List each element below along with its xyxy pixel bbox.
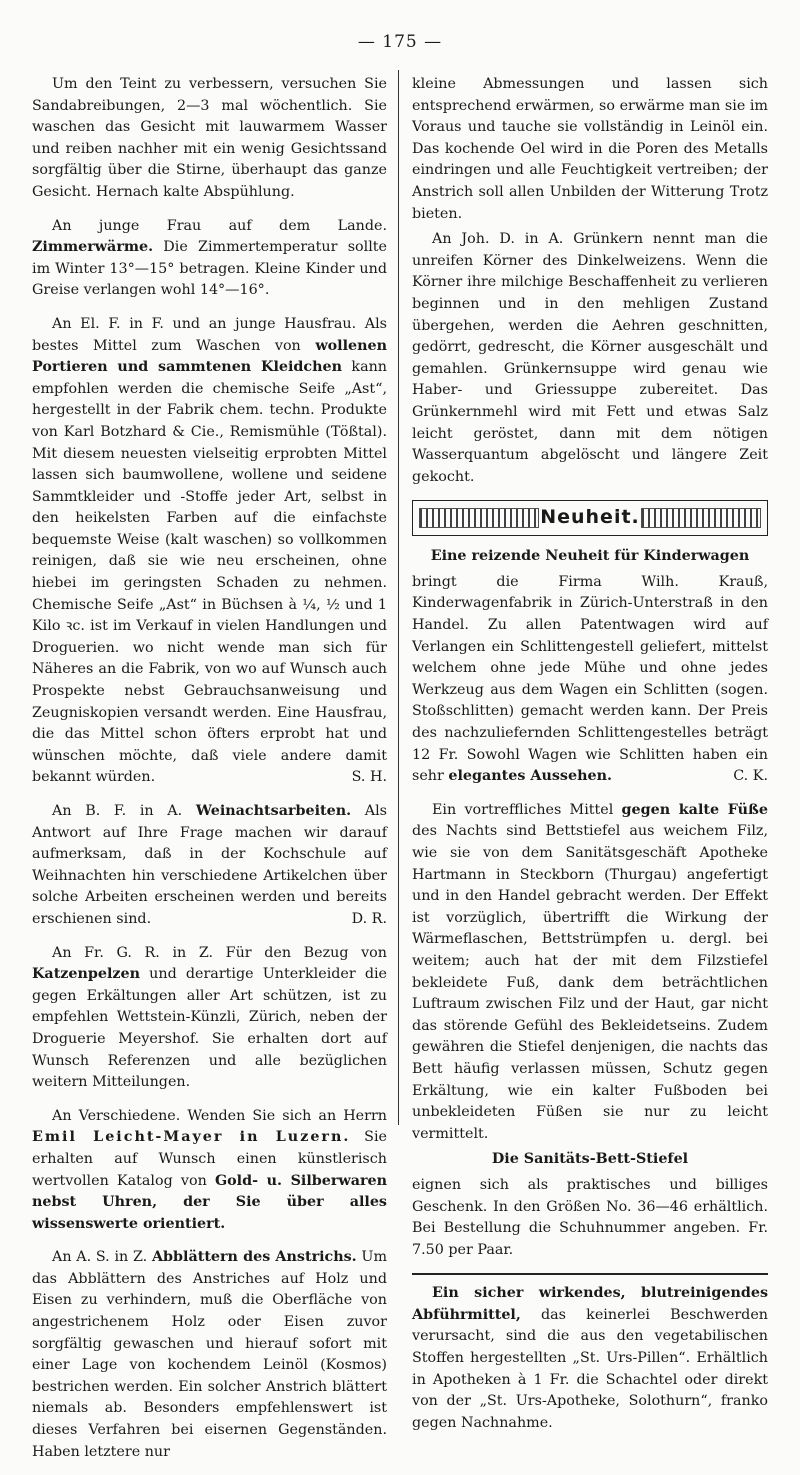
article-heading: wollenen Portieren und sammtenen Kleidchen [32,337,388,376]
page-number: — 175 — [357,32,443,52]
article-body: des Nachts sind Bettstiefel aus weichem Filz, wie sie von dem Sanitätsgeschäft Apotheke Hartmann in Steckborn (Thurgau) angefertigt und in den Handel gebracht werden. Der Effekt ist vorzüglich, übertrifft die Wirkung der Wärmeflaschen, Bettstrümpfen u. dergl. bei weitem; auch hat der mit dem Filzstiefel bekleidete Fuß, dank dem beträchtlichen Luftraum zwischen Filz und der Haut, gar nicht das störende Gefühl des Bekleidetseins. Zudem gewähren die Stiefel denjenigen, die nachts das Bett häufig verlassen müssen, Schutz gegen Erkältung, wie ein kalter Fußboden bei unbekleideten Füßen sie nur zu leicht vermittelt. [412,823,768,1142]
article-body: Um das Abblättern des Anstriches auf Holz und Eisen zu verhindern, muß die Oberfläche von angestrichenem Holz oder Eisen zuvor sorgfältig gewaschen und hierauf sofort mit einer Lage von kochendem Leinöl (Kosmos) bestrichen werden. Ein solcher Anstrich blättert niemals ab. Besonders empfehlenswert ist dieses Verfahren bei eisernen Gegenständen. Haben letztere nur [32,1249,388,1460]
right-column [412,74,768,1446]
article-body: An Verschiedene. Wenden Sie sich an Herrn [52,1107,387,1124]
signature: D. R. [351,910,387,927]
article-heading: gegen kalte Füße [621,801,768,818]
section-divider [412,1273,768,1275]
signature: C. K. [733,768,768,785]
article-teint: Um den Teint zu verbessern, versuchen Sie Sandabreibungen, 2—3 mal wöchentlich. Sie waschen das Gesicht mit lauwarmem Wasser und reiben nachher mit ein wenig Gesichtssand sorgfältig über die Stirne, überhaupt das ganze Gesicht. Hernach kalte Abspühlung. [32,76,387,200]
product-heading [412,1149,768,1171]
news-heading-text: Eine reizende Neuheit für Kinderwagen [430,548,750,565]
advert-pillen [412,1283,768,1434]
article-weihnachten [32,801,387,931]
article-lead: An Fr. G. R. in Z. Für den Bezug von [52,944,387,961]
article-heading: elegantes Aussehen. [448,768,612,785]
article-name: Emil Leicht-Mayer in Luzern. [32,1129,351,1146]
article-anstrich [32,1247,387,1463]
article-body: bringt die Firma Wilh. Krauß, Kinderwagenfabrik in Zürich-Unterstraß in den Handel. Zu allen Patentwagen wird auf Verlangen ein Schlittengestell geliefert, mittelst welchem ohne jede Mühe und ohne jedes Werkzeug aus dem Wagen ein Schlitten (sogen. Stoßschlitten) gemacht werden kann. Der Preis des nachzuliefernden Schlittengestelles beträgt 12 Fr. Sowohl Wagen wie Schlitten haben ein sehr [412,573,768,785]
article-heading: Ein sicher wirkendes, blutreinigendes Abführmittel, [412,1285,768,1323]
article-body: kann empfohlen werden die chemische Seife „Ast“, hergestellt in der Fabrik chem. techn. Produkte von Karl Botzhard & Cie., Remismühle (Tößtal). Mit diesem neuesten vielseitig erprobten Mittel lassen sich baumwollene, wollene und seidene Sammtkleider und -Stoffe jeder Art, selbst in den heikelsten Farben auf die einfachste bequemste Weise (kalt waschen) so vollkommen reinigen, daß sie wie neu erscheinen, ohne hiebei im geringsten Schaden zu nehmen. Chemische Seife „Ast“ in Büchsen à ¼, ½ und 1 Kilo ꝛc. ist im Verkauf in vielen Handlungen und Droguerien. wo nicht wende man sich für Näheres an die Fabrik, von wo auf Wunsch auch Prospekte nebst Gebrauchsanweisung und Zeugniskopien versandt werden. Eine Hausfrau, die das Mittel schon öfters erprobt hat und wünschen möchte, daß viele andere damit bekannt würden. [32,359,388,786]
article-lead: An El. F. in F. und an junge Hausfrau. [52,315,357,332]
article-heading: Weinachtsarbeiten. [195,803,352,819]
product-info: eignen sich als praktisches und billiges Geschenk. In den Größen No. 36—46 erhältlich. Bei Bestellung die Schuhnummer angeben. Fr. 7.50 per Paar. [412,1176,768,1258]
article-zimmerwaerme [32,216,387,302]
article-heading: Abblättern des Anstrichs. [151,1249,357,1266]
ornament-left-icon [419,508,539,528]
column-divider [398,70,399,1125]
article-body: und derartige Unterkleider die gegen Erkältungen aller Art schützen, ist zu empfehlen Wettstein-Künzli, Zürich, neben der Droguerie Meyershof. Sie erhalten dort auf Wunsch Referenzen und alle bezüglichen weitern Mitteilungen. [32,966,388,1091]
article-body: Als bestes Mittel zum Waschen von [32,315,387,354]
article-heading: Gold- u. Silberwaren nebst Uhren, der Sie über alles wissenswerte orientiert. [32,1172,387,1232]
news-kinderwagen [412,572,768,788]
article-verschiedene [32,1106,387,1236]
news-heading [412,546,768,568]
article-seife [32,314,387,789]
news-bettstiefel [412,800,768,1146]
article-lead: An junge Frau auf dem Lande. [52,217,387,234]
signature: S. H. [351,769,387,786]
article-heading: Zimmerwärme. [32,239,154,256]
section-title: Neuheit. [540,506,640,529]
section-banner [412,500,768,536]
article-heading: Katzenpelzen [32,966,141,983]
article-body: Sie erhalten auf Wunsch einen künstlerisch wertvollen Katalog von [32,1129,387,1189]
left-column [32,74,387,1475]
article-body: Als Antwort auf Ihre Frage machen wir darauf aufmerksam, daß in der Kochschule auf Weihnachten hin verschiedene Artikelchen über solche Arbeiten erscheinen werden und bereits erschienen sind. [32,803,388,927]
article-katzenpelze [32,943,387,1094]
article-body: Ein vortreffliches Mittel [432,801,614,818]
article-anstrich-cont: kleine Abmessungen und lassen sich entsprechend erwärmen, so erwärme man sie im Voraus und tauche sie vollständig in Leinöl ein. Das kochende Oel wird in die Poren des Metalls eindringen und alle Feuchtigkeit vertreiben; der Anstrich soll allen Unbilden der Witterung Trotz bieten. [412,76,768,222]
article-body: Die Zimmertemperatur sollte im Winter 13°—15° betragen. Kleine Kinder und Greise verlangen wohl 14°—16°. [32,239,387,299]
article-body: das keinerlei Beschwerden verursacht, sind die aus den vegetabilischen Stoffen hergestellten „St. Urs-Pillen“. Erhältlich in Apotheken à 1 Fr. die Schachtel oder direkt von der „St. Urs-Apotheke, Solothurn“, franko gegen Nachnahme. [412,1306,768,1431]
article-gruenkern: An Joh. D. in A. Grünkern nennt man die unreifen Körner des Dinkelweizens. Wenn die Körner ihre milchige Beschaffenheit zu verlieren beginnen und in den mehligen Zustand übergehen, werden die Aehren geschnitten, gedörrt, gedrescht, die Körner ausgeschält und gemahlen. Grünkernsuppe wird genau wie Haber- und Griessuppe zubereitet. Das Grünkernmehl wird mit Fett und etwas Salz leicht geröstet, dann mit dem nötigen Wasserquantum abgelöscht und längere Zeit gekocht. [412,231,768,485]
article-lead: An B. F. in A. [52,803,183,819]
product-heading-text: Die Sanitäts-Bett-Stiefel [491,1151,689,1168]
ornament-right-icon [641,508,761,528]
article-lead: An A. S. in Z. [52,1249,148,1266]
